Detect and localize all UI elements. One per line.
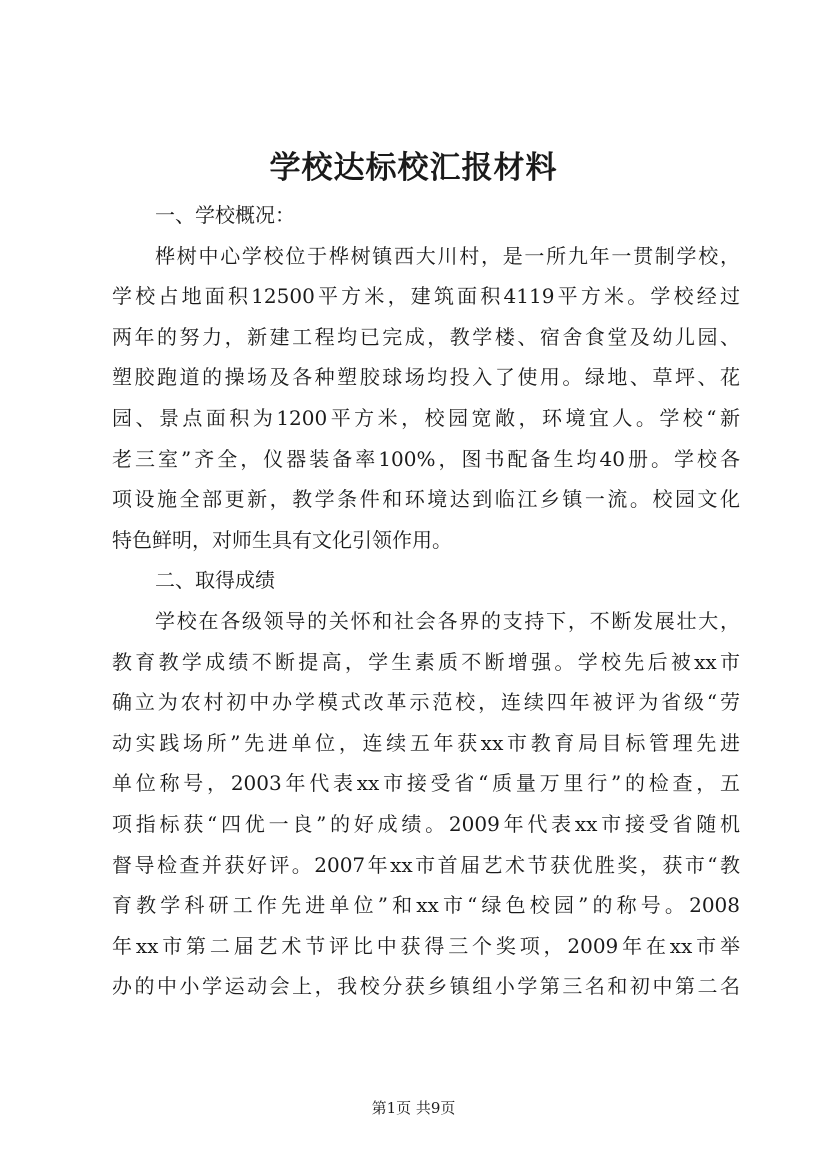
page-number-footer: 第1页 共9页 [371,1099,456,1117]
text-line: 一、学校概况： [155,203,295,227]
text-line: 动实践场所”先进单位，连续五年获xx市教育局目标管理先进 [112,730,740,755]
text-line: 两年的努力，新建工程均已完成，教学楼、宿舍食堂及幼儿园、 [112,324,740,349]
text-line: 单位称号，2003年代表xx市接受省“质量万里行”的检查，五 [112,771,740,796]
text-line: 桦树中心学校位于桦树镇西大川村，是一所九年一贯制学校， [155,243,740,268]
text-line: 塑胶跑道的操场及各种塑胶球场均投入了使用。绿地、草坪、花 [112,365,740,390]
text-line: 项设施全部更新，教学条件和环境达到临江乡镇一流。校园文化 [112,487,740,512]
document-body [112,195,740,1007]
text-line: 二、取得成绩 [155,568,275,593]
text-line: 年xx市第二届艺术节评比中获得三个奖项，2009年在xx市举 [112,933,740,958]
text-line: 确立为农村初中办学模式改革示范校，连续四年被评为省级“劳 [112,690,740,715]
text-line: 园、景点面积为1200平方米，校园宽敞，环境宜人。学校“新 [112,405,740,430]
text-line: 督导检查并获好评。2007年xx市首届艺术节获优胜奖，获市“教 [112,852,740,877]
text-line: 老三室”齐全，仪器装备率100%，图书配备生均40册。学校各 [112,446,740,471]
text-line: 办的中小学运动会上，我校分获乡镇组小学第三名和初中第二名 [112,974,740,999]
text-line: 学校在各级领导的关怀和社会各界的支持下，不断发展壮大， [155,608,740,633]
text-line: 育教学科研工作先进单位”和xx市“绿色校园”的称号。2008 [112,893,740,918]
document-title: 学校达标校汇报材料 [269,150,558,186]
text-line: 教育教学成绩不断提高，学生素质不断增强。学校先后被xx市 [112,649,740,674]
text-line: 项指标获“四优一良”的好成绩。2009年代表xx市接受省随机 [112,811,740,836]
text-line: 学校占地面积12500平方米，建筑面积4119平方米。学校经过 [112,284,740,309]
text-line: 特色鲜明，对师生具有文化引领作用。 [112,527,452,552]
